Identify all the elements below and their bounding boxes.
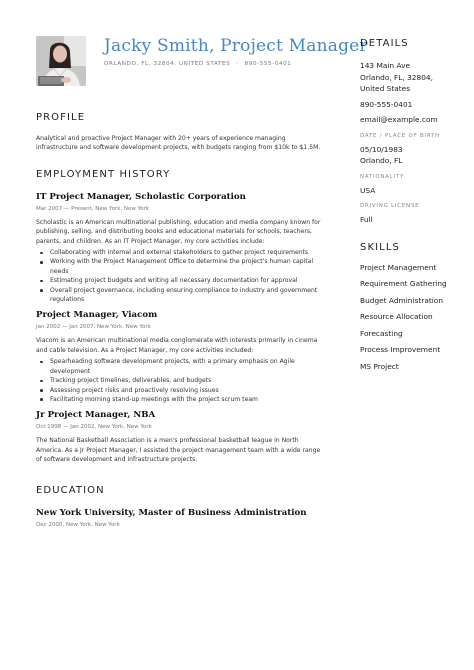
list-item — [36, 276, 321, 285]
education-dates-location: Dec 2000, New York, New York — [36, 521, 120, 528]
skill-item: Requirement Gathering — [360, 279, 447, 288]
bullet-text: Spearheading software development projects, with a primary emphasis on Agile development — [50, 358, 295, 375]
bullet-icon — [40, 361, 43, 364]
sidebar — [360, 38, 460, 377]
skill-item: Forecasting — [360, 328, 403, 338]
job-entry — [36, 192, 321, 305]
address-line-3: United States — [360, 84, 411, 93]
education-heading: EDUCATION — [36, 484, 105, 496]
dob-label: DATE / PLACE OF BIRTH — [360, 132, 440, 139]
pob-value: Orlando, FL — [360, 156, 403, 165]
job-bullets — [36, 248, 321, 304]
skills-list — [360, 262, 460, 373]
header-contact — [104, 61, 291, 67]
address-line-2: Orlando, FL, 32804, — [360, 72, 433, 82]
license-label: DRIVING LICENSE — [360, 203, 420, 209]
education-entry — [36, 508, 321, 528]
list-item — [36, 357, 321, 376]
job-bullets — [36, 357, 321, 404]
job-title: Jr Project Manager, NBA — [36, 410, 156, 421]
degree-title: New York University, Master of Business Administration — [36, 507, 307, 518]
job-dates-location: Oct 1998 — Jan 2002, New York, New York — [36, 424, 152, 431]
bullet-icon — [40, 389, 43, 392]
details-heading: DETAILS — [360, 38, 409, 49]
job-title: IT Project Manager, Scholastic Corporation — [36, 191, 246, 202]
candidate-name: Jacky Smith, Project Manager — [104, 36, 368, 56]
list-item — [36, 248, 321, 257]
email-address[interactable]: email@example.com — [360, 115, 438, 124]
dob-value: 05/10/1983 — [360, 144, 403, 154]
phone-number: 890-555-0401 — [360, 99, 413, 109]
skills-heading: SKILLS — [360, 241, 400, 253]
bullet-text: Working with the Project Management Office to determine the project's human capital needs — [50, 258, 314, 275]
profile-photo — [36, 36, 86, 86]
bullet-icon — [40, 280, 43, 283]
license-value: Full — [360, 215, 373, 224]
skill-item: Project Management — [360, 262, 437, 272]
bullet-icon — [40, 289, 43, 292]
profile-summary: Analytical and proactive Project Manager with 20+ years of experience managing infrastructure and software development projects, with budgets ranging from $10k to $1.5M. — [36, 135, 321, 152]
bullet-text: Estimating project budgets and writing all necessary documentation for approval — [50, 277, 298, 285]
bullet-text: Collaborating with internal and external stakeholders to gather project requirements — [50, 249, 309, 257]
employment-heading: EMPLOYMENT HISTORY — [36, 168, 171, 180]
list-item — [36, 376, 321, 385]
list-item — [36, 395, 321, 404]
bullet-text: Overall project governance, including ensuring compliance to industry and government regulations — [50, 286, 318, 304]
skill-item: MS Project — [360, 361, 399, 371]
skill-item: Budget Administration — [360, 295, 444, 305]
main-column — [36, 112, 321, 528]
bullet-icon — [40, 380, 43, 383]
bullet-icon — [40, 398, 43, 401]
job-description: Viacom is an American multinational media conglomerate with interests primarily in cinema and cable television. As a Project Manager, my core activities included: — [36, 337, 318, 354]
bullet-text: Assessing project risks and proactively resolving issues — [50, 386, 219, 394]
nationality-value: USA — [360, 185, 376, 195]
nationality-label: NATIONALITY — [360, 173, 405, 180]
job-description: Scholastic is an American multinational publishing, education and media company known for publishing, selling, and distributing books and educational materials for schools, teachers, parents, and children. As an IT Project Manager, my core activities include: — [36, 218, 321, 245]
header-separator: · — [236, 61, 239, 67]
job-title: Project Manager, Viacom — [36, 310, 158, 321]
skill-item: Process Improvement — [360, 345, 441, 354]
bullet-icon — [40, 261, 43, 264]
bullet-icon — [40, 252, 43, 255]
job-dates-location: Mar 2007 — Present, New York, New York — [36, 205, 150, 212]
profile-heading: PROFILE — [36, 112, 86, 123]
job-entry — [36, 410, 321, 464]
job-description: The National Basketball Association is a men's professional basketball league in North America. As a Jr Project Manager, I assisted the project management team with a wide range of software development and infrastructure projects. — [36, 437, 321, 464]
list-item — [36, 257, 321, 276]
list-item — [36, 386, 321, 395]
bullet-text: Facilitating morning stand-up meetings with the project scrum team — [50, 395, 258, 403]
job-dates-location: Jan 2002 — Jan 2007, New York, New York — [36, 324, 151, 331]
bullet-text: Tracking project timelines, deliverables, and budgets — [50, 377, 212, 385]
header-phone: 890-555-0401 — [244, 61, 292, 67]
skill-item: Resource Allocation — [360, 312, 433, 321]
list-item — [36, 286, 321, 305]
header-location: ORLANDO, FL, 32804, UNITED STATES — [104, 61, 231, 67]
job-entry — [36, 310, 321, 404]
address-line-1: 143 Main Ave — [360, 61, 410, 70]
